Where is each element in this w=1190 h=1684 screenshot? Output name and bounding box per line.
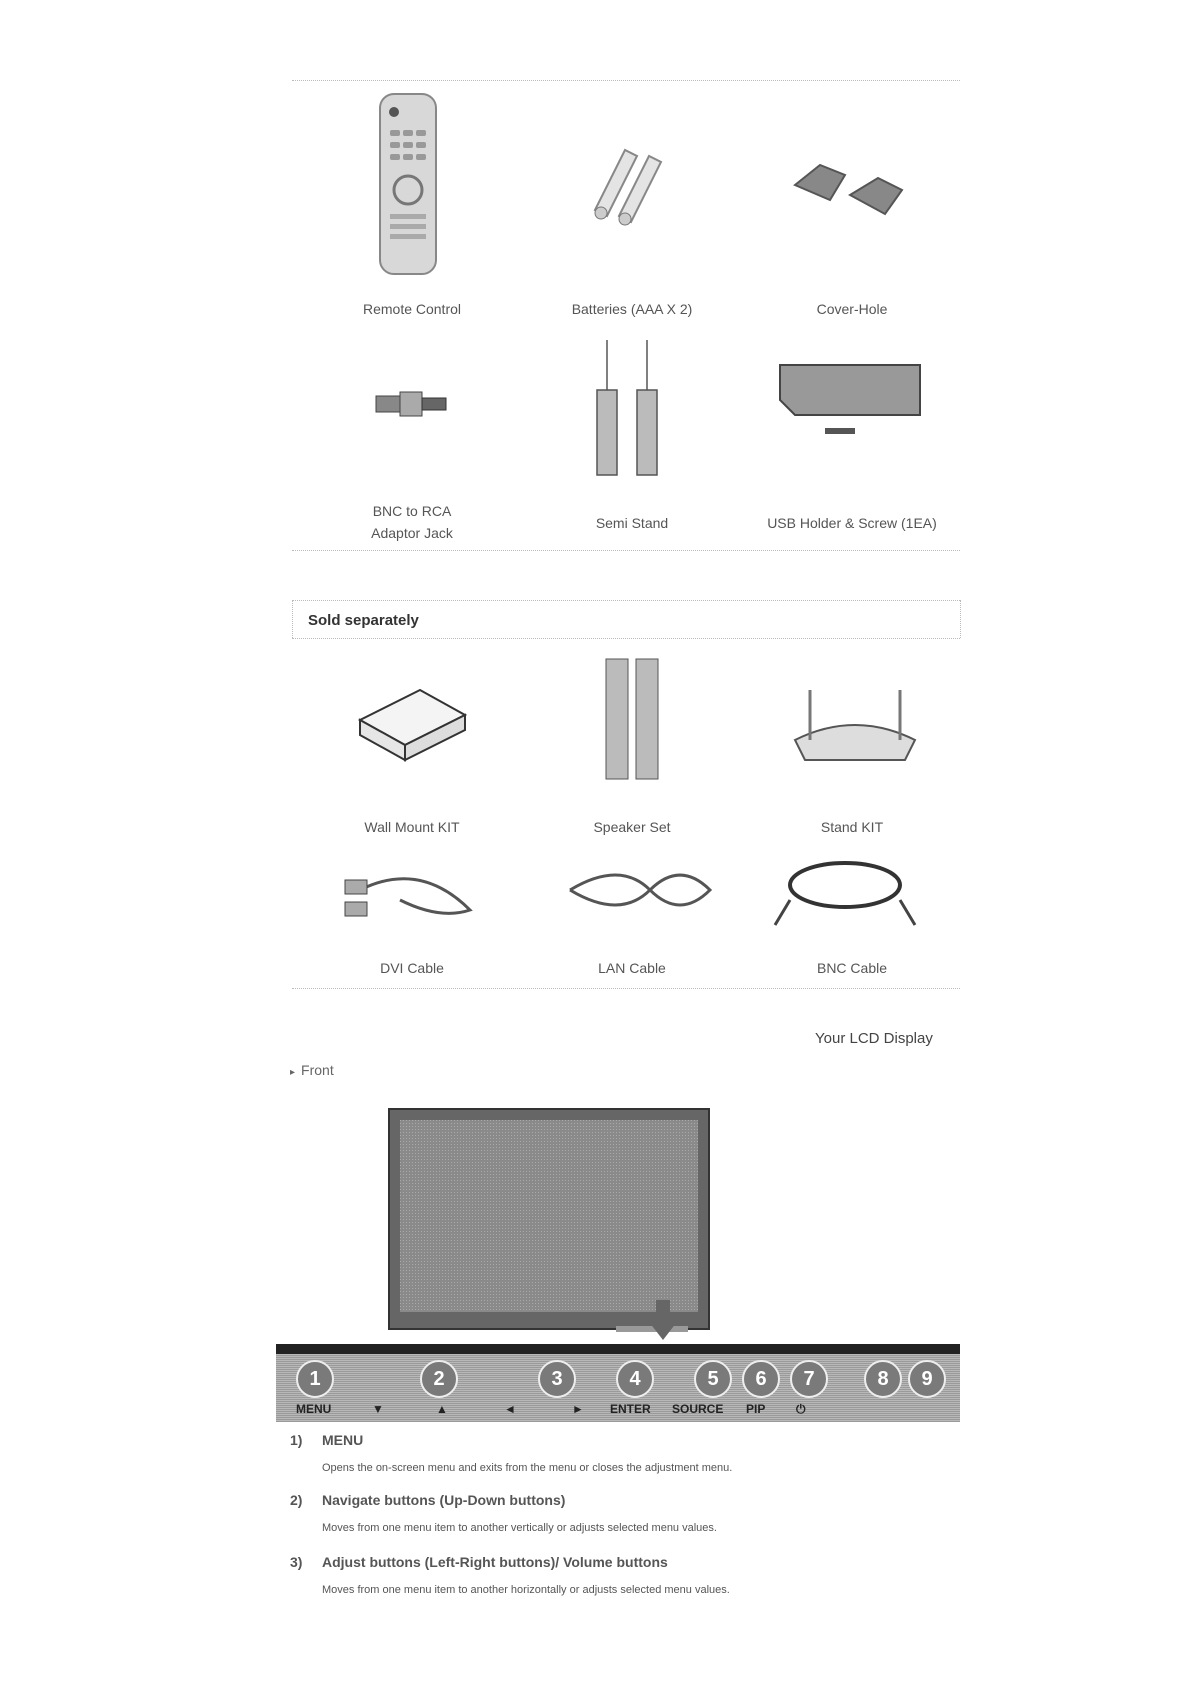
cover-hole-icon <box>790 150 910 225</box>
desc-3-num: 3) <box>290 1554 303 1570</box>
button-label-right: ► <box>572 1402 584 1416</box>
button-number-3[interactable]: 3 <box>538 1360 576 1398</box>
sold-caption-5: LAN Cable <box>598 960 666 976</box>
desc-2-num: 2) <box>290 1492 303 1508</box>
desc-2-title: Navigate buttons (Up-Down buttons) <box>322 1492 566 1508</box>
desc-1-body: Opens the on-screen menu and exits from the menu or closes the adjustment menu. <box>322 1462 733 1474</box>
bnc-rca-adaptor-icon <box>372 380 452 435</box>
arrow-down-icon <box>646 1300 680 1345</box>
sold-caption-3: Stand KIT <box>820 819 884 835</box>
button-bar-panel <box>276 1354 960 1422</box>
semi-stand-icon <box>585 340 675 485</box>
button-number-9[interactable]: 9 <box>908 1360 946 1398</box>
sold-separately-title: Sold separately <box>308 612 419 629</box>
bullet-icon: ▸ <box>290 1067 296 1078</box>
lcd-display-title: Your LCD Display <box>815 1030 933 1047</box>
speaker-set-icon <box>598 655 668 790</box>
included-caption-2: Batteries (AAA X 2) <box>571 301 693 317</box>
front-label: Front <box>301 1062 334 1078</box>
bnc-caption-line-1: BNC to RCA <box>372 503 452 519</box>
sold-right-border <box>960 600 961 638</box>
desc-3-body: Moves from one menu item to another horizontally or adjusts selected menu values. <box>322 1584 730 1596</box>
included-caption-6: USB Holder & Screw (1EA) <box>767 515 937 531</box>
lan-cable-icon <box>560 860 720 925</box>
button-label-down: ▼ <box>372 1402 384 1416</box>
desc-1-num: 1) <box>290 1432 303 1448</box>
sold-caption-2: Speaker Set <box>593 819 671 835</box>
included-caption-5: Semi Stand <box>595 515 669 531</box>
bnc-cable-icon <box>770 850 920 935</box>
button-label-up: ▲ <box>436 1402 448 1416</box>
sold-top-border <box>292 600 960 601</box>
button-number-7[interactable]: 7 <box>790 1360 828 1398</box>
sold-caption-4: DVI Cable <box>380 960 444 976</box>
wall-mount-kit-icon <box>355 680 475 775</box>
desc-3-title: Adjust buttons (Left-Right buttons)/ Volume buttons <box>322 1554 668 1570</box>
desc-1-title: MENU <box>322 1432 364 1448</box>
top-divider <box>292 80 960 81</box>
sold-left-border <box>292 600 293 638</box>
sold-bottom-border <box>292 638 960 639</box>
sold-caption-6: BNC Cable <box>816 960 888 976</box>
button-label-source: SOURCE <box>672 1402 724 1416</box>
button-number-1[interactable]: 1 <box>296 1360 334 1398</box>
button-label-enter: ENTER <box>610 1402 651 1416</box>
batteries-icon <box>585 140 675 235</box>
button-label-left: ◄ <box>504 1402 516 1416</box>
remote-control-icon <box>372 90 444 285</box>
button-number-8[interactable]: 8 <box>864 1360 902 1398</box>
button-label-menu: MENU <box>296 1402 332 1416</box>
button-number-4[interactable]: 4 <box>616 1360 654 1398</box>
sold-caption-1: Wall Mount KIT <box>364 819 460 835</box>
button-label-power: ⏻ <box>796 1402 806 1416</box>
sold-bottom-divider <box>292 988 960 989</box>
front-button-bar <box>276 1344 960 1422</box>
included-bottom-divider <box>292 550 960 551</box>
bnc-caption-line-2: Adaptor Jack <box>371 525 453 541</box>
included-caption-1: Remote Control <box>362 301 462 317</box>
button-number-6[interactable]: 6 <box>742 1360 780 1398</box>
included-caption-4 <box>287 500 537 544</box>
front-label-row <box>290 1062 334 1078</box>
button-number-5[interactable]: 5 <box>694 1360 732 1398</box>
stand-kit-icon <box>785 680 925 775</box>
desc-2-body: Moves from one menu item to another vertically or adjusts selected menu values. <box>322 1522 717 1534</box>
dvi-cable-icon <box>340 850 490 935</box>
button-label-pip: PIP <box>746 1402 766 1416</box>
included-caption-3: Cover-Hole <box>816 301 888 317</box>
usb-holder-icon <box>775 360 925 445</box>
button-number-2[interactable]: 2 <box>420 1360 458 1398</box>
